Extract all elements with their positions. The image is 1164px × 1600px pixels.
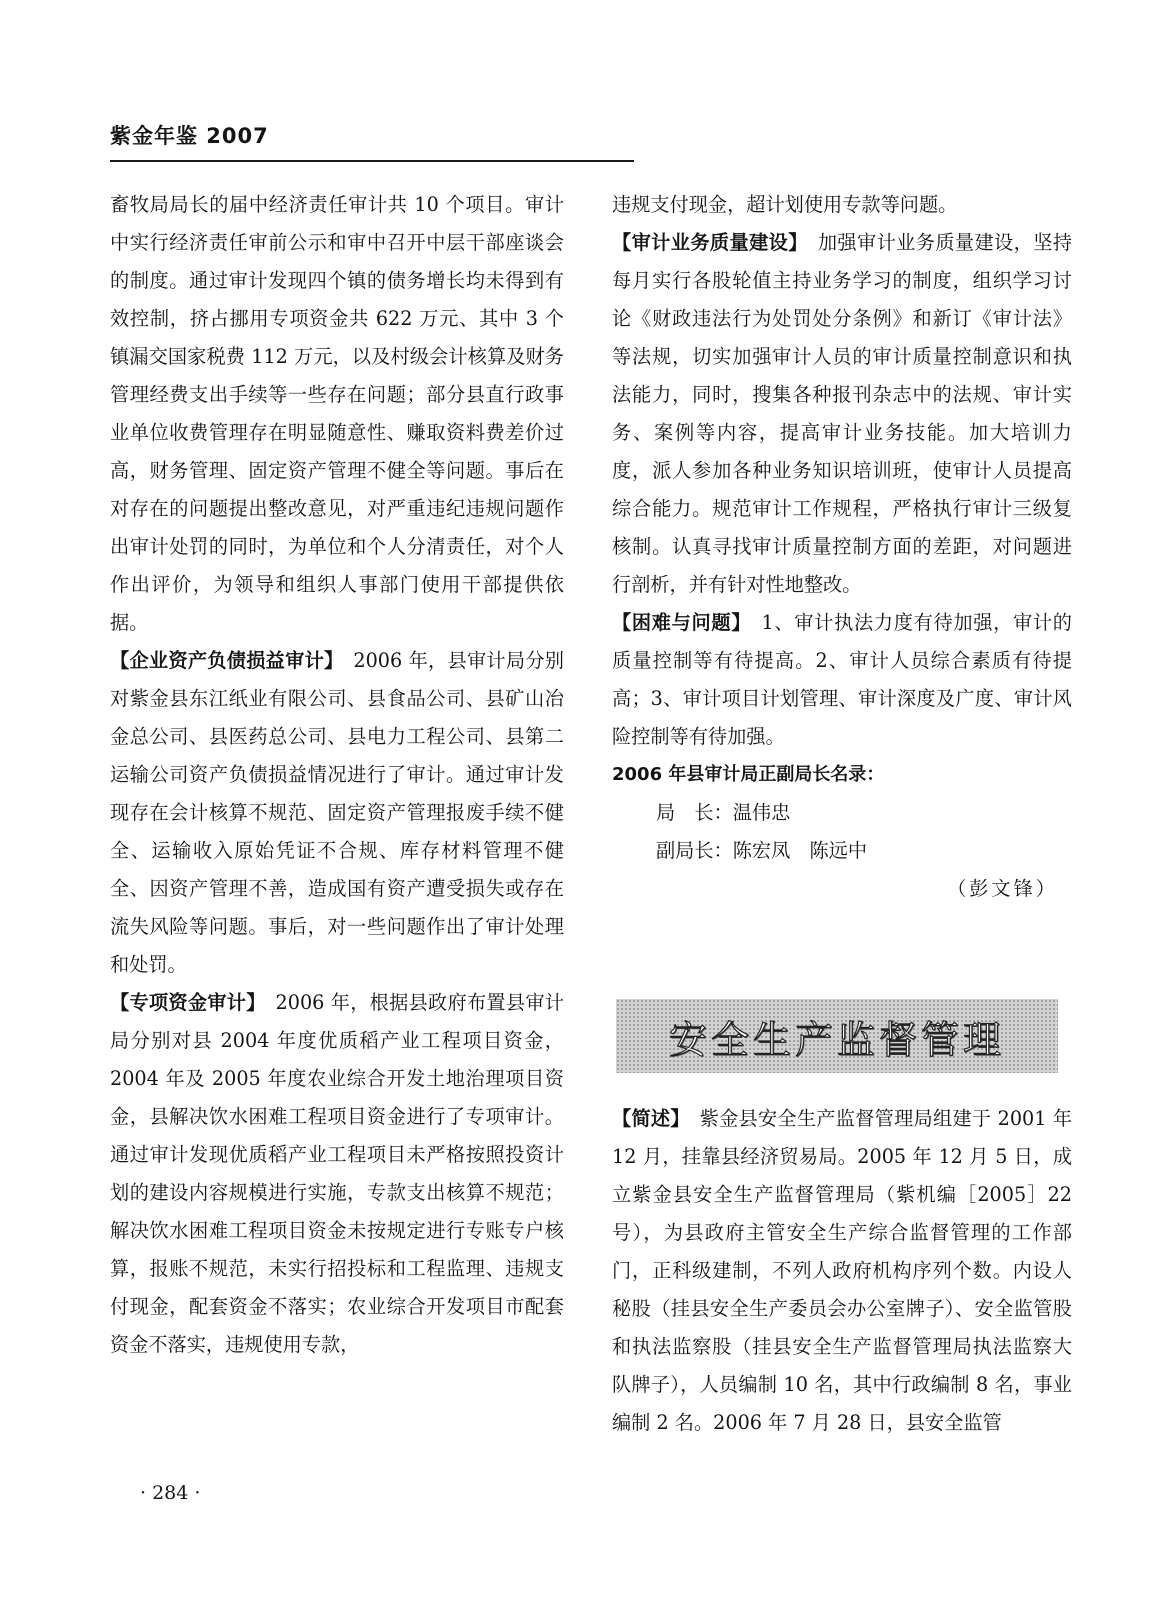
section-keyword: 【企业资产负债损益审计】 xyxy=(110,649,334,672)
paragraph-text: 1、审计执法力度有待加强，审计的质量控制等有待提高。2、审计人员综合素质有待提高；3、审计项目计划管理、审计深度及广度、审计风险控制等有待加强。 xyxy=(612,611,1072,748)
paragraph-difficulties xyxy=(612,604,1072,756)
director-list-heading: 2006 年县审计局正副局长名录： xyxy=(612,764,885,785)
header-rule xyxy=(110,160,634,162)
paragraph-quality-building xyxy=(612,224,1072,604)
paragraph-text: 加强审计业务质量建设，坚持每月实行各股轮值主持业务学习的制度，组织学习讨论《财政违法行为处罚处分条例》和新订《审计法》等法规，切实加强审计人员的审计质量控制意识和执法能力，同时，搜集各种报刊杂志中的法规、审计实务、案例等内容，提高审计业务技能。加大培训力度，派人参加各种业务知识培训班，使审计人员提高综合能力。规范审计工作规程，严格执行审计三级复核制。认真寻找审计质量控制方面的差距，对问题进行剖析，并有针对性地整改。 xyxy=(612,231,1073,596)
running-header-title: 紫金年鉴 2007 xyxy=(110,124,269,148)
author-credit: （彭文锋） xyxy=(947,877,1058,900)
section-banner xyxy=(616,999,1058,1073)
right-column-lower xyxy=(612,1100,1072,1442)
paragraph-text: 2006 年，县审计局分别对紫金县东江纸业有限公司、县食品公司、县矿山冶金总公司、县医药总公司、县电力工程公司、县第二运输公司资产负债损益情况进行了审计。通过审计发现存在会计核算不规范、固定资产管理报废手续不健全、运输收入原始凭证不合规、库存材料管理不健全、因资产管理不善，造成国有资产遭受损失或存在流失风险等问题。事后，对一些问题作出了审计处理和处罚。 xyxy=(110,649,564,976)
left-column xyxy=(110,186,564,1364)
section-keyword: 【困难与问题】 xyxy=(612,611,742,634)
paragraph-continued: 违规支付现金，超计划使用专款等问题。 xyxy=(612,193,958,216)
director-list-item: 副局长：陈宏凤 陈远中 xyxy=(656,839,868,862)
section-banner-title: 安全生产监督管理 xyxy=(668,1017,1005,1062)
paragraph-overview xyxy=(612,1100,1072,1442)
page-number: · 284 · xyxy=(140,1482,201,1504)
section-keyword: 【简述】 xyxy=(612,1107,681,1130)
paragraph-enterprise-audit xyxy=(110,642,564,984)
director-list-item: 局 长：温伟忠 xyxy=(656,801,791,824)
right-column xyxy=(612,186,1072,908)
section-keyword: 【审计业务质量建设】 xyxy=(612,231,799,254)
paragraph-audit-continued: 畜牧局局长的届中经济责任审计共 10 个项目。审计中实行经济责任审前公示和审中召开中层干部座谈会的制度。通过审计发现四个镇的债务增长均未得到有效控制，挤占挪用专项资金共 622 万元、其中 3 个镇漏交国家税费 112 万元，以及村级会计核算及财务管理经费支出手续等一些存在问题；部分县直行政事业单位收费管理存在明显随意性、赚取资料费差价过高，财务管理、固定资产管理不健全等问题。事后在对存在的问题提出整改意见，对严重违纪违规问题作出审计处罚的同时，为单位和个人分清责任，对个人作出评价，为领导和组织人事部门使用干部提供依据。 xyxy=(110,193,564,634)
paragraph-text: 2006 年，根据县政府布置县审计局分别对县 2004 年度优质稻产业工程项目资金，2004 年及 2005 年度农业综合开发土地治理项目资金，县解决饮水困难工程项目资金进行了专项审计。通过审计发现优质稻产业工程项目未严格按照投资计划的建设内容规模进行实施，专款支出核算不规范；解决饮水困难工程项目资金未按规定进行专账专户核算，报账不规范，未实行招投标和工程监理、违规支付现金，配套资金不落实；农业综合开发项目市配套资金不落实，违规使用专款， xyxy=(110,991,564,1356)
paragraph-text: 紫金县安全生产监督管理局组建于 2001 年 12 月，挂靠县经济贸易局。2005 年 12 月 5 日，成立紫金县安全生产监督管理局（紫机编［2005］22 号），为县政府主管安全生产综合监督管理的工作部门，正科级建制，不列人政府机构序列个数。内设人秘股（挂县安全生产委员会办公室牌子）、安全监管股和执法监察股（挂县安全生产监督管理局执法监察大队牌子），人员编制 10 名，其中行政编制 8 名，事业编制 2 名。2006 年 7 月 28 日，县安全监管 xyxy=(612,1107,1073,1434)
paragraph-special-fund-audit xyxy=(110,984,564,1364)
section-keyword: 【专项资金审计】 xyxy=(110,991,257,1014)
